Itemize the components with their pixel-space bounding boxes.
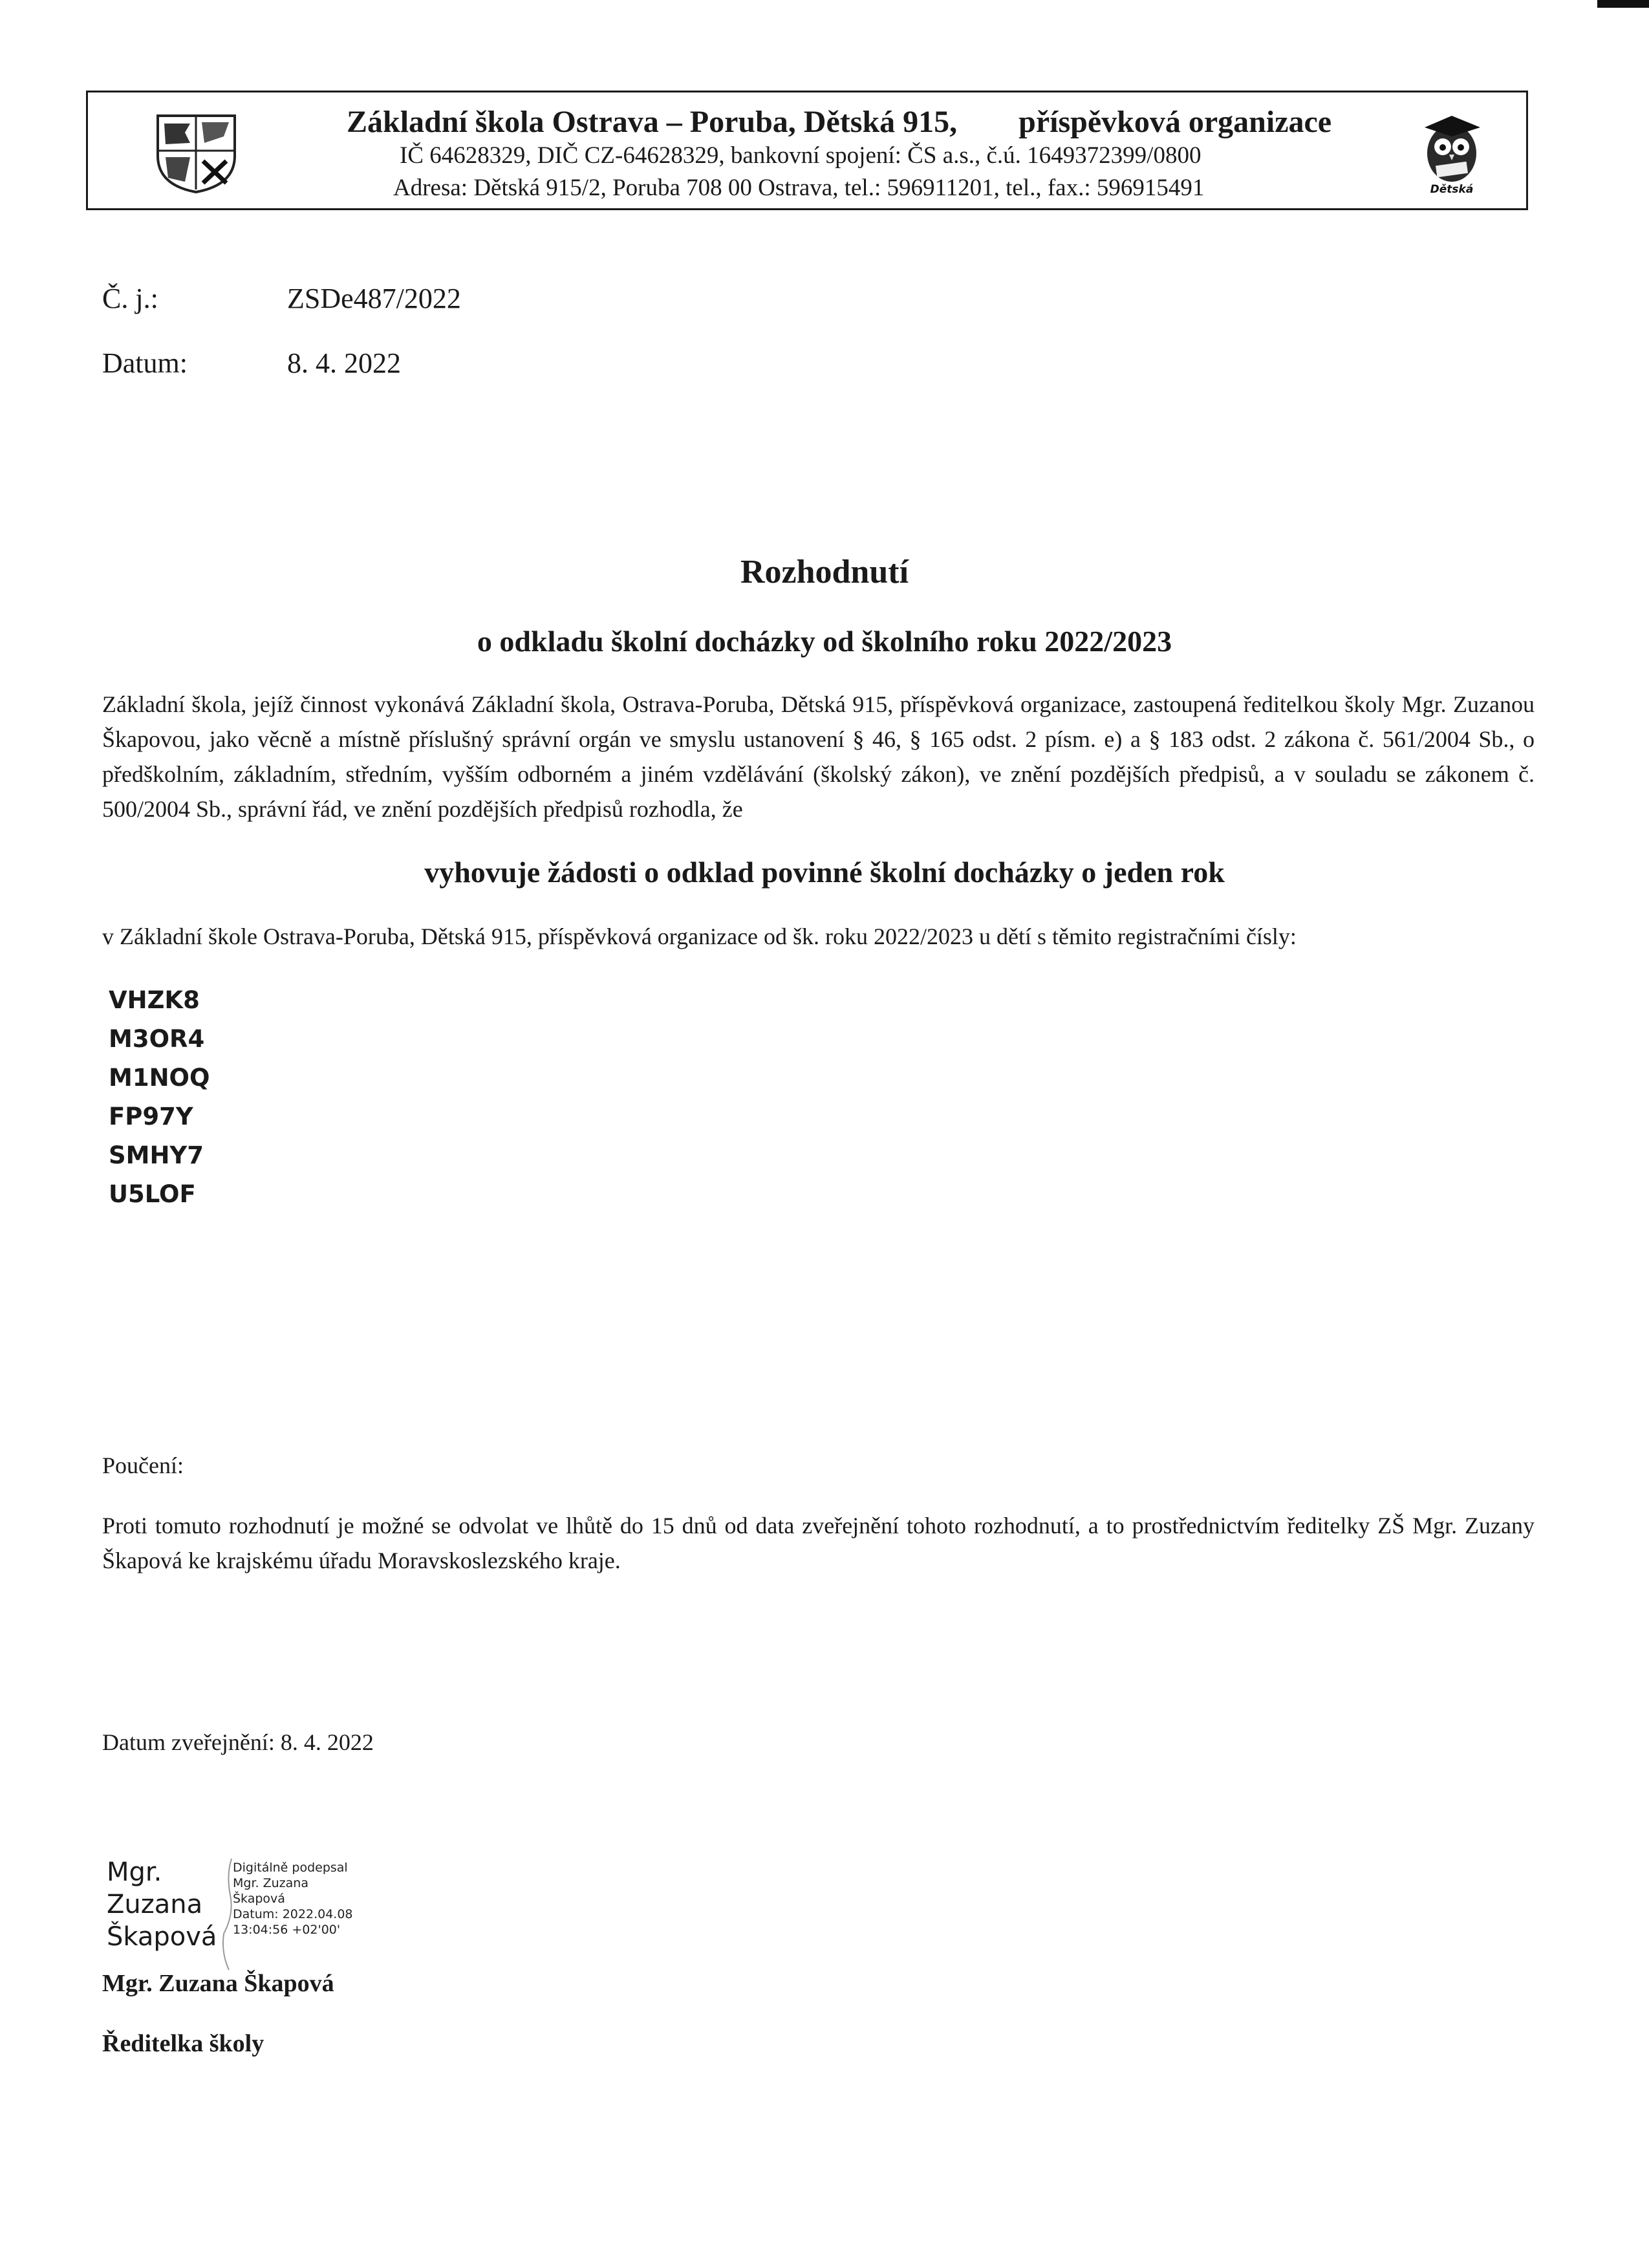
registration-code: VHZK8 xyxy=(109,986,200,1014)
appeal-instruction-paragraph: Proti tomuto rozhodnutí je možné se odvolat ve lhůtě do 15 dnů od data zveřejnění tohoto rozhodnutí, a to prostřednictvím ředitelky ZŠ Mgr. Zuzany Škapová ke krajskému úřadu Moravskoslezského kraje. xyxy=(102,1513,1535,1573)
date-label: Datum: xyxy=(102,347,188,379)
digital-signature xyxy=(107,1856,430,1972)
instruction-label: Poučení: xyxy=(102,1453,184,1478)
signer-role: Ředitelka školy xyxy=(102,2030,264,2057)
scan-edge-mark xyxy=(1597,0,1649,8)
signature-name-line: Škapová xyxy=(107,1922,217,1952)
registration-code: SMHY7 xyxy=(109,1141,204,1169)
school-name: Základní škola Ostrava – Poruba, Dětská 915, xyxy=(347,105,958,139)
signature-detail-line: Mgr. Zuzana xyxy=(233,1876,308,1890)
signature-detail-line: Digitálně podepsal xyxy=(233,1861,348,1875)
registration-code-list xyxy=(109,981,210,1214)
signature-detail-line: Datum: 2022.04.08 xyxy=(233,1907,353,1921)
organization-type: příspěvková organizace xyxy=(1018,105,1332,139)
signature-name xyxy=(107,1856,217,1953)
school-name-line xyxy=(347,104,1331,140)
signature-detail-line: 13:04:56 +02'00' xyxy=(233,1923,341,1937)
registration-code: M3OR4 xyxy=(109,1025,205,1053)
owl-logo-text: Dětská xyxy=(1430,183,1474,196)
date-value: 8. 4. 2022 xyxy=(287,347,401,379)
owl-logo-icon xyxy=(1413,113,1491,197)
registration-code: U5LOF xyxy=(109,1180,196,1208)
scope-paragraph: v Základní škole Ostrava-Poruba, Dětská 915, příspěvková organizace od šk. roku 2022/2023 u dětí s těmito registračními čísly: xyxy=(102,923,1297,949)
signature-name-line: Zuzana xyxy=(107,1890,203,1919)
reference-number: ZSDe487/2022 xyxy=(287,283,461,314)
city-crest-icon xyxy=(153,111,240,195)
document-subtitle: o odkladu školní docházky od školního roku 2022/2023 xyxy=(477,625,1172,658)
registration-code: M1NOQ xyxy=(109,1064,210,1092)
signature-details xyxy=(233,1860,353,1938)
signer-name: Mgr. Zuzana Škapová xyxy=(102,1970,334,1997)
legal-basis-paragraph: Základní škola, jejíž činnost vykonává Základní škola, Ostrava-Poruba, Dětská 915, příspěvková organizace, zastoupená ředitelkou školy Mgr. Zuzanou Škapovou, jako věcně a místně příslušný správní orgán ve smyslu ustanovení § 46, § 165 odst. 2 písm. e) a § 183 odst. 2 zákona č. 561/2004 Sb., o předškolním, základním, středním, vyšším odborném a jiném vzdělávání (školský zákon), ve znění pozdějších předpisů, a v souladu se zákonem č. 500/2004 Sb., správní řád, ve znění pozdějších předpisů rozhodla, že xyxy=(102,691,1535,822)
signature-name-line: Mgr. xyxy=(107,1857,162,1887)
letterhead xyxy=(86,91,1528,210)
document-title: Rozhodnutí xyxy=(740,554,909,590)
reference-label: Č. j.: xyxy=(102,283,158,314)
signature-detail-line: Škapová xyxy=(233,1892,285,1906)
publication-date: Datum zveřejnění: 8. 4. 2022 xyxy=(102,1729,374,1755)
decision-statement: vyhovuje žádosti o odklad povinné školní docházky o jeden rok xyxy=(424,856,1225,889)
registration-code: FP97Y xyxy=(109,1103,193,1130)
school-ids: IČ 64628329, DIČ CZ-64628329, bankovní spojení: ČS a.s., č.ú. 1649372399/0800 xyxy=(400,142,1202,169)
school-address: Adresa: Dětská 915/2, Poruba 708 00 Ostrava, tel.: 596911201, tel., fax.: 596915491 xyxy=(393,175,1205,201)
